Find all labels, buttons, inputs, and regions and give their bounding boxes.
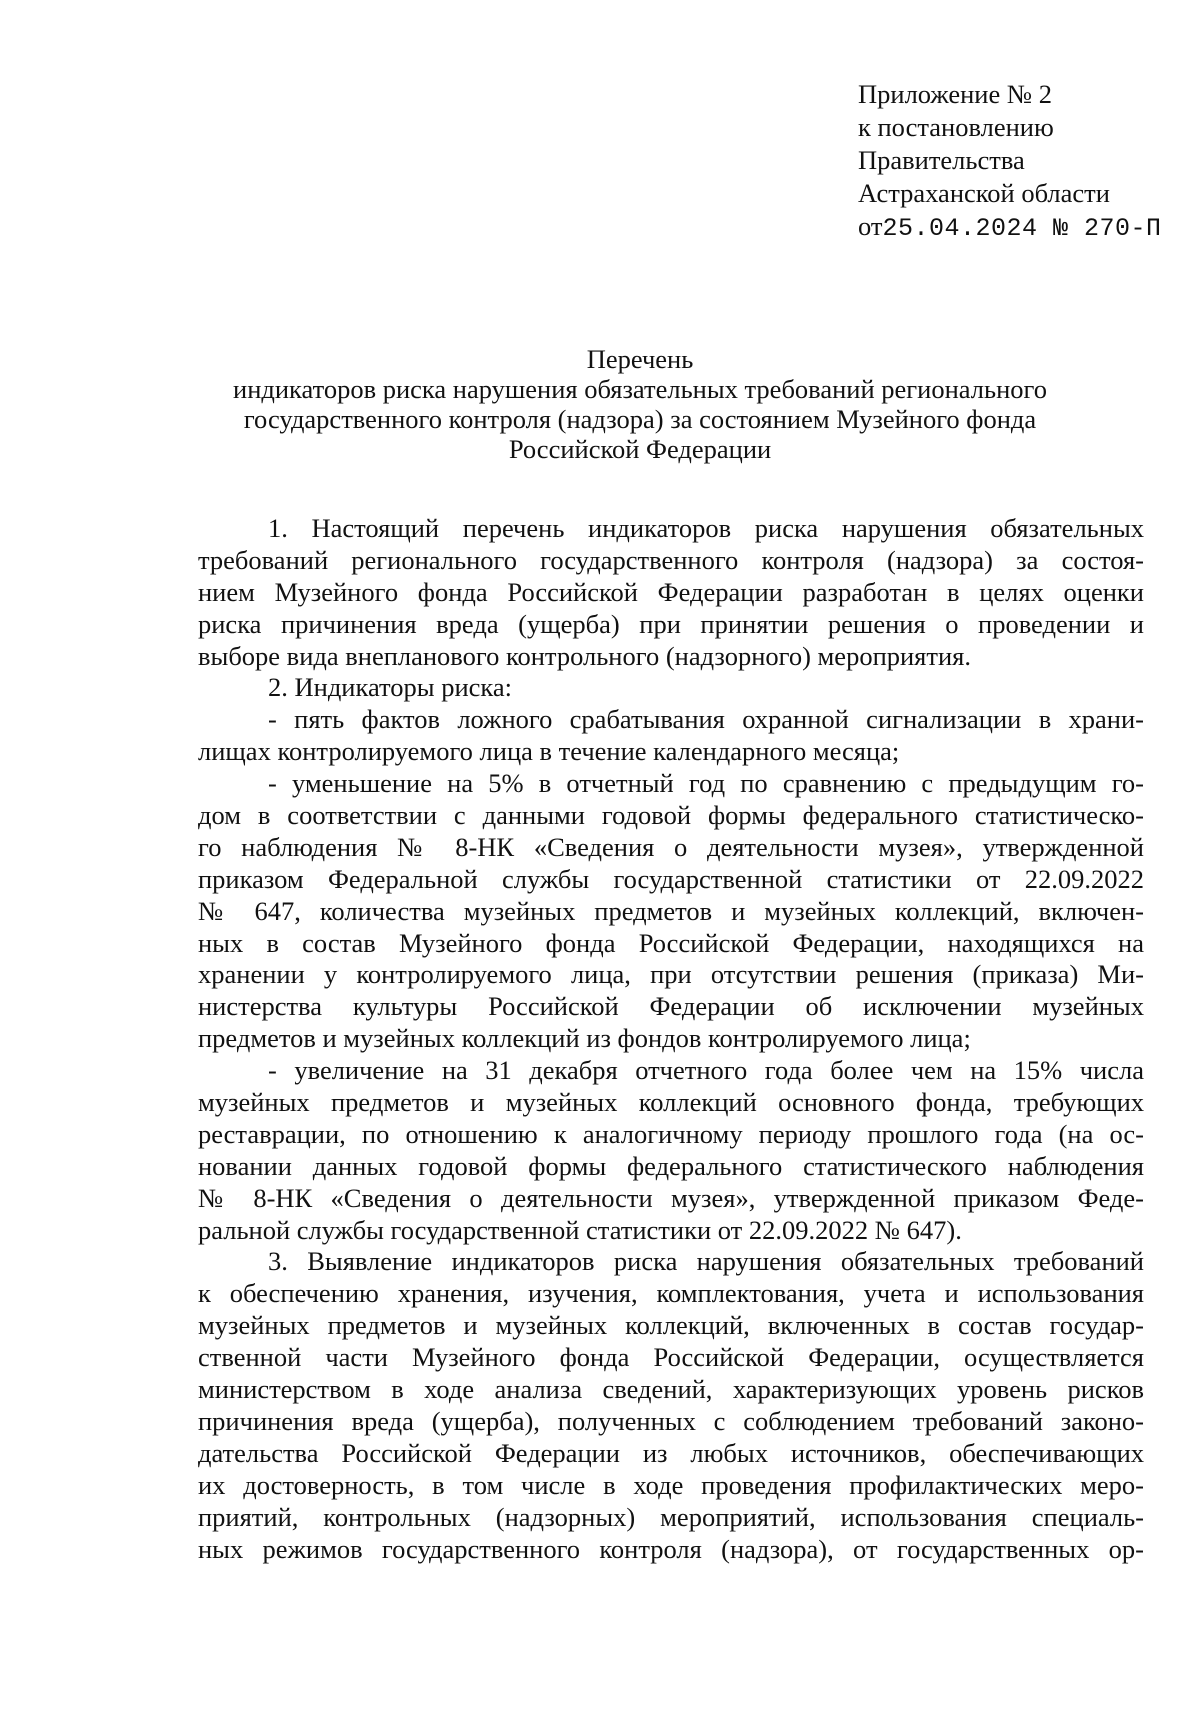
title-line: государственного контроля (надзора) за состоянием Музейного фонда xyxy=(243,404,1037,434)
title-line: Российской Федерации xyxy=(508,434,772,464)
body-line: требований регионального государственного контроля (надзора) за состоя- xyxy=(198,544,1144,575)
body-line: нием Музейного фонда Российской Федерации разработан в целях оценки xyxy=(198,576,1144,607)
appendix-government: Правительства xyxy=(858,145,1025,175)
body-line: хранении у контролируемого лица, при отсутствии решения (приказа) Ми- xyxy=(198,959,1144,990)
body-line: к обеспечению хранения, изучения, комплектования, учета и использования xyxy=(198,1278,1144,1309)
body-line: го наблюдения № 8-НК «Сведения о деятельности музея», утвержденной xyxy=(198,831,1144,862)
body-line: № 647, количества музейных предметов и музейных коллекций, включен- xyxy=(198,895,1144,926)
body-line: ственной части Музейного фонда Российской Федерации, осуществляется xyxy=(198,1342,1144,1373)
appendix-header xyxy=(858,78,1162,245)
title-line: Перечень xyxy=(586,344,694,374)
body-line: № 8-НК «Сведения о деятельности музея», утвержденной приказом Феде- xyxy=(198,1182,1144,1213)
document-body xyxy=(198,513,1144,1565)
body-line: дом в соответствии с данными годовой формы федерального статистическо- xyxy=(198,800,1144,831)
body-line: - пять фактов ложного срабатывания охранной сигнализации в храни- xyxy=(268,704,1144,735)
document-title xyxy=(200,344,1080,464)
body-line: 3. Выявление индикаторов риска нарушения обязательных требований xyxy=(268,1246,1144,1277)
body-line: причинения вреда (ущерба), полученных с соблюдением требований законо- xyxy=(198,1405,1144,1436)
body-line: лищах контролируемого лица в течение календарного месяца; xyxy=(198,736,900,767)
appendix-region: Астраханской области xyxy=(858,178,1110,208)
body-line: музейных предметов и музейных коллекций основного фонда, требующих xyxy=(198,1087,1144,1118)
body-line: приказом Федеральной службы государственной статистики от 22.09.2022 xyxy=(198,863,1144,894)
body-line: риска причинения вреда (ущерба) при принятии решения о проведении и xyxy=(198,608,1144,639)
body-line: музейных предметов и музейных коллекций, включенных в состав государ- xyxy=(198,1310,1144,1341)
body-line: выборе вида внепланового контрольного (надзорного) мероприятия. xyxy=(198,640,971,671)
body-line: новании данных годовой формы федерального статистического наблюдения xyxy=(198,1150,1144,1181)
body-line: - уменьшение на 5% в отчетный год по сравнению с предыдущим го- xyxy=(268,768,1144,799)
body-line: предметов и музейных коллекций из фондов контролируемого лица; xyxy=(198,1023,971,1054)
body-line: ных режимов государственного контроля (надзора), от государственных ор- xyxy=(198,1533,1144,1564)
body-line: ральной службы государственной статистики от 22.09.2022 № 647). xyxy=(198,1214,962,1245)
body-line: реставрации, по отношению к аналогичному периоду прошлого года (на ос- xyxy=(198,1118,1144,1149)
body-line: их достоверность, в том числе в ходе проведения профилактических меро- xyxy=(198,1469,1144,1500)
appendix-number: Приложение № 2 xyxy=(858,79,1053,109)
body-line: приятий, контрольных (надзорных) мероприятий, использования специаль- xyxy=(198,1501,1144,1532)
body-line: ных в состав Музейного фонда Российской Федерации, находящихся на xyxy=(198,927,1144,958)
body-line: 2. Индикаторы риска: xyxy=(268,672,512,703)
date-stamp: 25.04.2024 № 270-П xyxy=(882,214,1162,243)
appendix-to-resolution: к постановлению xyxy=(858,112,1054,142)
body-line: 1. Настоящий перечень индикаторов риска нарушения обязательных xyxy=(268,513,1144,543)
title-line: индикаторов риска нарушения обязательных требований регионального xyxy=(233,374,1047,404)
appendix-date-line xyxy=(858,210,1162,245)
date-prefix: от xyxy=(858,211,883,241)
body-line: министерством в ходе анализа сведений, характеризующих уровень рисков xyxy=(198,1374,1144,1405)
body-line: нистерства культуры Российской Федерации об исключении музейных xyxy=(198,991,1144,1022)
body-line: - увеличение на 31 декабря отчетного года более чем на 15% числа xyxy=(268,1055,1144,1086)
body-line: дательства Российской Федерации из любых источников, обеспечивающих xyxy=(198,1437,1144,1468)
